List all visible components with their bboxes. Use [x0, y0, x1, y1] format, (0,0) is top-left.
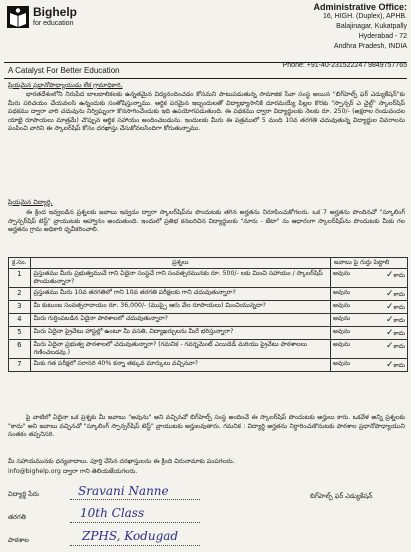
class-value: 10th Class: [80, 506, 145, 520]
student-name-label: విద్యార్థి పేరు: [8, 490, 40, 498]
check-mark-icon: ✓: [385, 360, 394, 370]
signature-label: బిగ్‌హెల్ప్ ఫర్ ఎడ్యుకేషన్: [310, 492, 373, 500]
question-text: మీరు గుర్తింపబడిన ఏదైనా పాఠశాలలో చదువుతున్నారా?: [30, 314, 330, 327]
email-line: info@bighelp.org ద్వారా గాని తెలియజేయగలరు.: [8, 468, 138, 475]
greeting-headmaster: ప్రియమైన ప్రధానోపాధ్యాయుడు లేక గ్రామాధికారి,: [8, 82, 123, 89]
name-underline: [70, 499, 200, 500]
address-line: 16, HIGH. (Duplex), APHB.: [322, 13, 407, 20]
question-text: మీరు ఏదైనా ప్రైవేటు హాస్టల్లో ఉంటూ మీ వసతి, విద్యాఖర్చులను మీరే భరిస్తున్నారా?: [30, 327, 330, 340]
check-mark-icon: ✓: [385, 341, 394, 351]
table-row: 1 ప్రస్తుతము మీరు ప్రభుత్వముచే గాని ఏదైనా సంస్థచే గాని సంవత్సరమునకు రూ. 500/- లకు మించి సహాయం / స్కాలర్‌షిప్ పొందుతున్నారా? అవును ✓కాదు: [9, 269, 408, 288]
table-row: 4 మీరు గుర్తింపబడిన ఏదైనా పాఠశాలలో చదువుతున్నారా? అవును ✓కాదు: [9, 314, 408, 327]
col-answer-header: జవాబు పై గుర్తు పెట్టాలి: [331, 258, 408, 269]
bighelp-logo: [5, 4, 175, 44]
col-no-header: క్ర.సం.: [9, 258, 31, 269]
thanks-paragraph: మీ సహాయమునకు ధన్యవాదాలు. పూర్తి చేసిన దరఖాస్తులను ఈ క్రింది చిరునామాకు పంపగలరు.: [8, 458, 235, 465]
student-paragraph: ఈ క్రింద ఇవ్వబడిన ప్రశ్నలకు జవాబు ఇవ్వడం ద్వారా స్కాలర్‌షిప్‌ను పొందుటకు తగిన అర్హతను నిరూపించుకోగలరు. ఒక 7 అర్హతను పొందినచో "స్కూలింగ్ స్పాన్సర్‌షిప్ టెస్ట్" వ్రాయుటకు ఆహ్వానం అందుతుంది. ఇందులో ప్రతిభ కనబరిచిన విద్యార్థులకు "నూరు - జేటా" ను ఆధారంగా స్కాలర్‌షిప్‌ను పొందుటకు మీకు గల అర్హతను గ్రామ అధికారి ధృవీకరించాలి.: [8, 209, 405, 234]
col-question-header: ప్రశ్నలు: [30, 258, 330, 269]
question-text: మీకు గత పరీక్షలో సరాసరి 40% కన్నా తక్కువ మార్కులు వచ్చినవా?: [30, 359, 330, 372]
question-text: ప్రస్తుతము మీరు ప్రభుత్వముచే గాని ఏదైనా సంస్థచే గాని సంవత్సరమునకు రూ. 500/- లకు మించి సహాయం / స్కాలర్‌షిప్ పొందుతున్నారా?: [30, 269, 330, 288]
class-label: తరగతి: [8, 513, 26, 521]
table-row: 6 మీరు ఏదైనా ప్రభుత్వ పాఠశాలలో చదువుతున్నారా? (గమనిక - గవర్నమెంట్ ఎయిడెడ్ మరియు ప్రైవేటు పాఠశాలలు గణించబడవు.) అవును ✓కాదు: [9, 340, 408, 359]
greeting-student: ప్రియమైన విద్యార్థి,: [8, 199, 53, 206]
table-header-row: [9, 258, 408, 269]
brand-name: Bighelp: [33, 5, 77, 19]
question-text: మీరు ఏదైనా ప్రభుత్వ పాఠశాలలో చదువుతున్నారా? (గమనిక - గవర్నమెంట్ ఎయిడెడ్ మరియు ప్రైవేటు పాఠశాలలు గణించబడవు.): [30, 340, 330, 359]
check-mark-icon: ✓: [385, 289, 394, 299]
address-line: Andhra Pradesh, INDIA: [333, 43, 407, 50]
header-rule: [4, 62, 407, 63]
intro-paragraph: భారతదేశంలోని నిరుపేద బాలబాలికలకు ఉన్నతమైన విద్యనందించడం కోసమని పాటుపడుతున్న సామాజిక సేవా సంస్థ అయిన "బిగ్‌హెల్ప్ ఫర్ ఎడ్యుకేషన్"కు మీరు పరిచయం చేయవలసి ఉన్నందుకు సంతోషిస్తున్నాము. ఆర్థిక పరమైన ఇబ్బందులతో విద్యాభ్యాసానికి దూరమయ్యే పిల్లల కొరకు "స్పాన్సర్ ఎ చైల్డ్" స్కాలర్‌షిప్ పథకము ద్వారా వారి చదువును నిర్విఘ్నంగా కొనసాగించేందుకు ఇది ఉపయోగపడుతుంది. ఈ పథకము ద్వారా విద్యార్థులకు నెలకు రూ. 250/- (అక్షరాల రెండువందల యాభై రూపాయలు మాత్రమే) చొప్పున ఆర్థిక సహాయం అందించబడును. ఇందులకు మీరు ఈ పత్రములో 5 మంది 10వ తరగతి చదువుతున్న విద్యార్థుల వివరాలను పంపించి వారిని ఈ స్కాలర్‌షిప్ కోసం దరఖాస్తు చేసుకోవలసిందిగా కోరుతున్నాము.: [8, 91, 405, 133]
class-underline: [70, 522, 200, 523]
address-line: Hyderabad - 72: [358, 33, 407, 40]
address-line: Balajinagar, Kukatpally: [336, 23, 407, 30]
question-text: ప్రస్తుతము మీరు 10వ తరగతిలో గాని 10వ తరగతి పరీక్షలకు గాని చదువుతున్నారా?: [30, 288, 330, 301]
office-title: Administrative Office:: [313, 2, 407, 12]
instructions-paragraph: పై వాటిలో ఏదైనా ఒక ప్రశ్నకు మీ జవాబు "అవును" అని వచ్చినచో బిగ్‌హెల్ప్ సంస్థ అందించే ఈ స్కాలర్‌షిప్ పొందుటకు అర్హులు కారు. ఒకవేళ అన్ని ప్రశ్నలకు "కాదు" అని జవాబు వచ్చినచో "స్కూలింగ్ స్పాన్సర్‌షిప్ టెస్ట్" వ్రాయుటకు అర్హులవుతారు. గమనిక : విద్యార్థి అర్హతను నిర్ధారించుకొనుటకు పాఠశాల ప్రధానోపాధ్యాయుని సంతకం తప్పనిసరి.: [8, 414, 405, 439]
table-row: 3 మీ కుటుంబ సంవత్సరాదాయం రూ. 36,000/- (ముప్పై ఆరు వేల రూపాయలు) మించియున్నదా? అవును ✓కాదు: [9, 301, 408, 314]
school-label: పాఠశాల: [8, 536, 29, 544]
brand-sub: for education: [33, 20, 74, 27]
table-row: 7 మీకు గత పరీక్షలో సరాసరి 40% కన్నా తక్కువ మార్కులు వచ్చినవా? అవును ✓కాదు: [9, 359, 408, 372]
school-value: ZPHS, Kodugad: [82, 529, 179, 543]
table-row: 2 ప్రస్తుతము మీరు 10వ తరగతిలో గాని 10వ తరగతి పరీక్షలకు గాని చదువుతున్నారా? అవును ✓కాదు: [9, 288, 408, 301]
book-logo-icon: [7, 6, 29, 28]
check-mark-icon: ✓: [385, 328, 394, 338]
table-row: 5 మీరు ఏదైనా ప్రైవేటు హాస్టల్లో ఉంటూ మీ వసతి, విద్యాఖర్చులను మీరే భరిస్తున్నారా? అవును ✓కాదు: [9, 327, 408, 340]
phone-numbers: Phone: +91-40-23152224 / 9849757765: [282, 62, 407, 69]
student-name-value: Sravani Nanne: [78, 484, 169, 498]
question-text: మీ కుటుంబ సంవత్సరాదాయం రూ. 36,000/- (ముప్పై ఆరు వేల రూపాయలు) మించియున్నదా?: [30, 301, 330, 314]
office-address-block: [257, 2, 407, 69]
header-rule-bottom: [4, 78, 407, 79]
tagline: A Catalyst For Better Education: [8, 66, 120, 75]
check-mark-icon: ✓: [385, 315, 394, 325]
check-mark-icon: ✓: [385, 302, 394, 312]
check-mark-icon: ✓: [385, 270, 394, 280]
school-underline: [70, 545, 200, 546]
eligibility-table: [8, 257, 408, 372]
